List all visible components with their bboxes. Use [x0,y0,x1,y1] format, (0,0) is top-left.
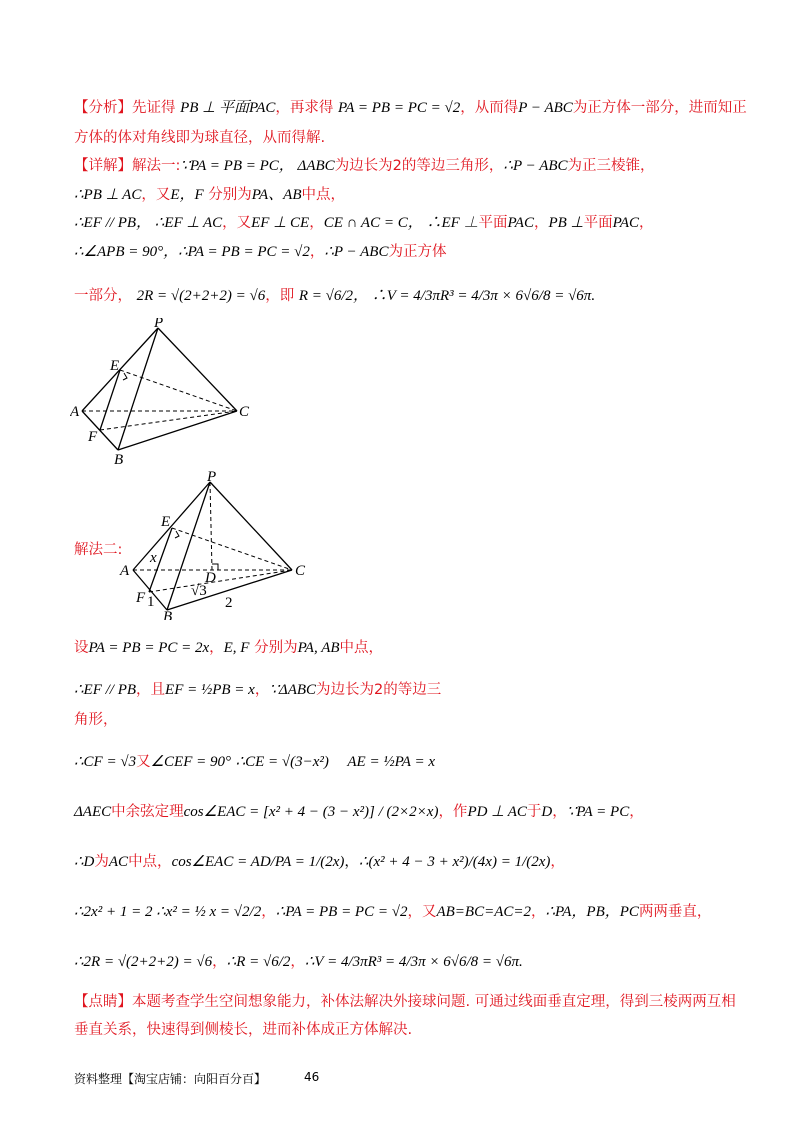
math: ∵PA = PB = PC， ΔABC [180,158,335,174]
text: 一部分， [74,288,132,304]
math: PAC [507,215,534,231]
text: ， [212,954,227,970]
edge-pb [118,328,158,450]
text: 分别为 [208,187,252,203]
comment-line-1 [74,992,736,1012]
math: PB ⊥ [548,215,584,231]
math: ∴EF // PB， ∴EF ⊥ AC [74,215,223,231]
math: AE = ½PA = x [347,754,435,770]
math: ∴2x² + 1 = 2 ∴x² = ½ x = √2/2 [74,904,262,920]
label-e: E [110,358,120,374]
analysis-line-1 [74,98,747,118]
label-two: 2 [225,595,233,611]
math: ∠CEF = 90° [150,754,231,770]
label-d: D [205,570,216,586]
math: PA, AB [297,640,340,656]
method2-line-5 [74,802,644,822]
text: ，又 [141,187,171,203]
label-p: P [154,318,164,331]
label-c: C [239,404,250,420]
text: 为正方体 [388,244,447,260]
math: 2R = √(2+2+2) = √6 [136,288,266,304]
footer-text: 资料整理【淘宝店铺：向阳百分百】 [74,1072,267,1086]
text: 两两垂直， [638,904,712,920]
text: ，且 [136,682,166,698]
text: ， [533,215,549,231]
math: ∴P − ABC [324,244,389,260]
method2-label: 解法二: [74,542,123,558]
math: ∴PA = PB = PC = √2 [275,904,408,920]
math: D [541,804,553,820]
text: ，作 [438,804,468,820]
text: 本题考查学生空间想象能力，补体法解决外接球问题. 可通过线面垂直定理，得到三棱两两互相 [132,994,736,1010]
math: ∵ΔABC [269,682,317,698]
method2-line-8 [74,952,523,972]
math: ΔAEC [74,804,112,820]
method2-line-6: ∴D为AC中点，cos∠EAC = AD/PA = 1/(2x)，∴(x² + 4 − 3 + x²)/(4x) = 1/(2x)， [74,854,565,870]
math: ∴R = √6/2 [226,954,291,970]
edge-pc [210,482,292,570]
math: ∴2R = √(2+2+2) = √6 [74,954,213,970]
segment-ef [100,370,120,430]
math: PB ⊥ 平面PAC [180,100,276,116]
text: . [591,288,596,304]
text: ，再求得 [275,100,334,116]
text: ， [309,244,325,260]
label-b: B [114,452,124,468]
label-x: x [150,550,157,566]
math: PD ⊥ AC [467,804,527,820]
text: 为 [94,854,109,870]
math: ∵PA = PC [566,804,630,820]
text: 中点， [128,854,172,870]
label-e: E [161,514,171,530]
method2-line-1 [74,638,383,658]
detail-line-3 [74,213,654,233]
math: ∴P − ABC [503,158,568,174]
text: ， [261,904,276,920]
text: 为正三棱锥， [567,158,655,174]
edge-pa [133,482,210,570]
math: ∴PB ⊥ AC [74,187,142,203]
method2-line-3 [74,710,118,730]
math: ∴(x² + 4 − 3 + x²)/(4x) = 1/(2x) [358,854,551,870]
math: PA、AB [251,187,302,203]
text: ， [639,215,654,231]
text: ， [254,682,270,698]
text: ， [629,804,644,820]
text: 为边长为2的等边三角形， [334,158,504,174]
tetrahedron-figure-1 [70,318,260,468]
text: 中点， [301,187,345,203]
text: ，即 [265,288,295,304]
text: 中余弦定理 [111,804,184,820]
math: PA = PB = PC = 2x [88,640,210,656]
segment-pd [210,482,212,570]
math: PAC [612,215,640,231]
segment-fc [100,411,237,430]
text: 设 [74,640,89,656]
method2-line-7 [74,902,711,922]
math: cos∠EAC = [x² + 4 − (3 − x²)] / (2×2×x) [183,804,439,820]
edge-pa [82,328,158,411]
tetrahedron-figure-2 [115,470,315,620]
label-one: 1 [147,594,155,610]
math: ∴D [74,854,95,870]
edge-bc [118,411,237,450]
math: ∴V = 4/3πR³ = 4/3π × 6√6/8 = √6π [304,954,519,970]
right-angle-mark-e [175,531,179,538]
text: 解法一: [132,158,181,174]
text: ，从而得 [460,100,519,116]
detail-line-2 [74,185,345,205]
text: ， [309,215,324,231]
math: EF ⊥ CE [251,215,310,231]
text: 为边长为2的等边三 [316,682,442,698]
method2-line-2 [74,680,441,700]
detail-line-5 [74,286,595,306]
text: 垂直关系，快速得到侧棱长，进而补体成正方体解决. [74,1022,413,1038]
detail-line-4 [74,242,446,262]
analysis-line-2 [74,128,325,148]
analysis-tag: 【分析】 [74,100,132,116]
text: ，又 [222,215,252,231]
math: ∴CE = √(3−x²) [235,754,329,770]
text: 角形， [74,712,118,728]
math: P − ABC [518,100,573,116]
comment-line-2 [74,1020,412,1040]
text: 先证得 [132,100,176,116]
page-number: 46 [304,1070,320,1084]
label-a: A [70,404,80,420]
math: R = √6/2， ∴V = 4/3πR³ = 4/3π × 6√6/8 = √6π [298,288,592,304]
label-p: P [207,470,217,485]
comment-tag: 【点睛】 [74,994,132,1010]
segment-fc [149,570,292,592]
text: 分别为 [254,640,298,656]
math: PA = PB = PC = √2 [338,100,461,116]
text: 平面 [583,215,613,231]
math: E，F [170,187,204,203]
math: ∴PA，PB，PC [545,904,639,920]
text: ，又 [407,904,437,920]
text: ， [552,804,567,820]
text: 于 [526,804,542,820]
math: AB=BC=AC=2 [436,904,531,920]
text: 为正方体一部分，进而知正 [572,100,747,116]
math: CE ∩ AC = C， ∴EF ⊥ [323,215,479,231]
text: ， [209,640,224,656]
text: 中点， [339,640,384,656]
label-a: A [120,563,130,579]
label-sqrt3: √3 [191,583,207,599]
method2-line-4 [74,752,435,772]
edge-pc [158,328,237,411]
right-angle-mark [123,373,127,380]
text: ， [531,904,546,920]
text: 平面 [478,215,508,231]
text: ， [290,954,305,970]
text: 又 [136,754,151,770]
text: . [519,954,523,970]
label-c: C [295,563,306,579]
math: ∴CF = √3 [74,754,137,770]
detail-line-1 [74,156,655,176]
label-f: F [88,429,98,445]
math: ∴∠APB = 90°，∴PA = PB = PC = √2 [74,244,310,260]
segment-ec [172,528,292,570]
math: AC [108,854,129,870]
math: ∴EF // PB [74,682,137,698]
label-f: F [136,590,146,606]
math: cos∠EAC = AD/PA = 1/(2x) [171,854,345,870]
text: ， [550,854,565,870]
text: 方体的体对角线即为球直径，从而得解. [74,130,326,146]
label-b: B [163,609,173,620]
math: E, F [223,640,250,656]
detail-tag: 【详解】 [74,158,132,174]
math: EF = ½PB = x [165,682,255,698]
